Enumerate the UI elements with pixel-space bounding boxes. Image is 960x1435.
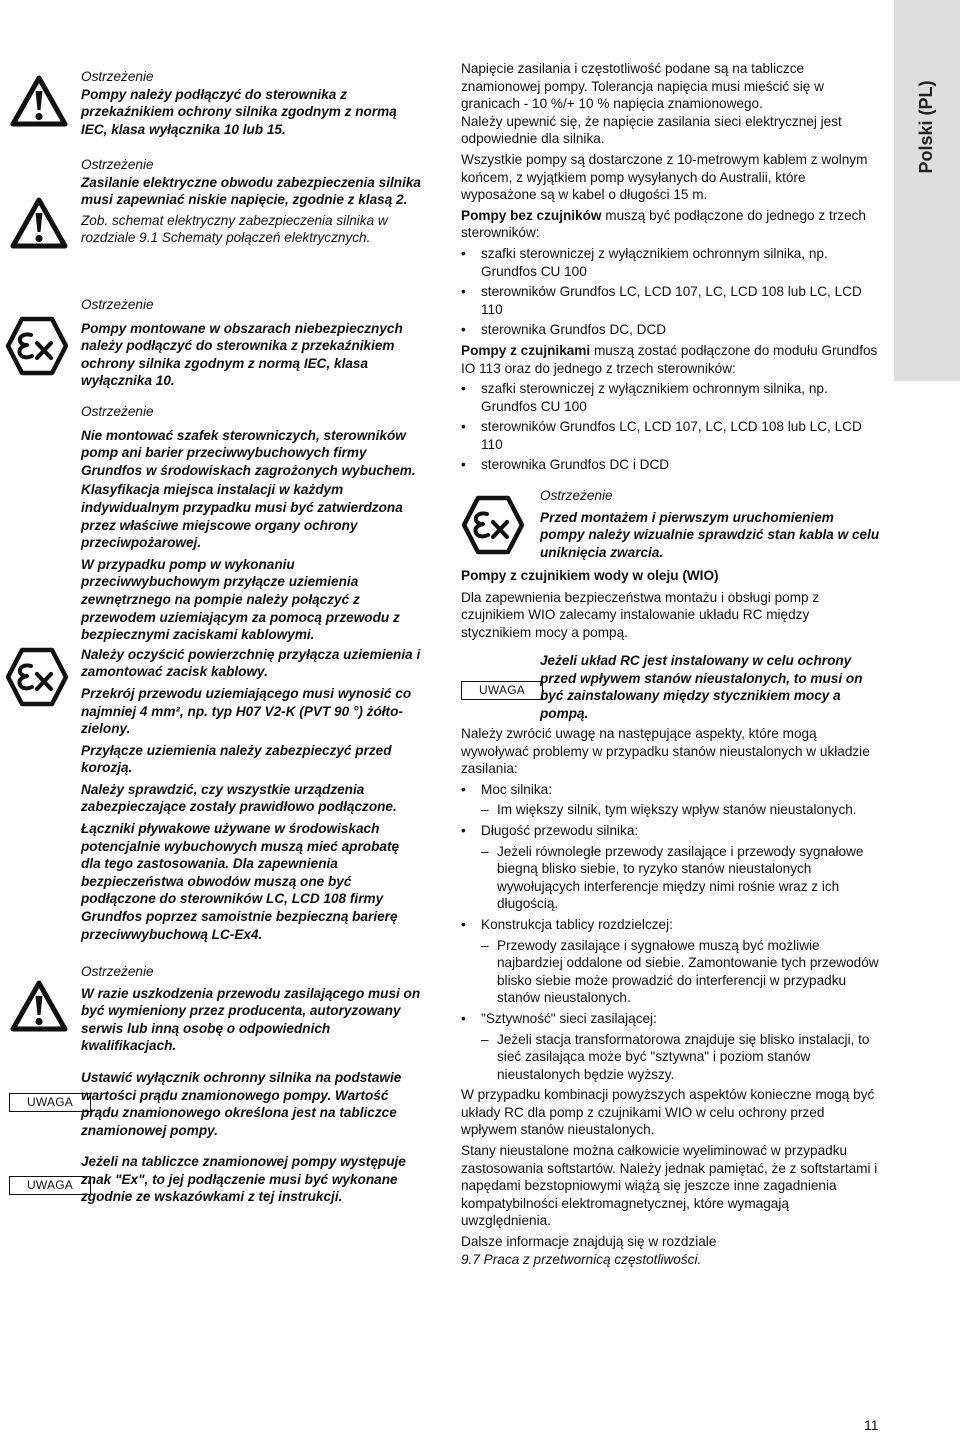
list-item: • sterowników Grundfos LC, LCD 107, LC, LCD 108 lub LC, LCD 110 xyxy=(461,418,881,453)
ex-paragraph: Łączniki pływakowe używane w środowiskach potencjalnie wybuchowych muszą mieć aprobatę dla tego zastosowania. Dla zapewnienia bezpieczeństwa obwodów muszą one być podłączone do sterowników LC, LCD 108 firmy Grundfos poprzez samoistnie bezpieczną barierę przeciwwybuchową LC-Ex4. xyxy=(81,821,400,942)
language-tab xyxy=(894,0,960,381)
warning-triangle-icon xyxy=(10,197,68,249)
paragraph: Należy zwrócić uwagę na następujące aspekty, które mogą wywoływać problemy w przypadku stanów nieustalonych w układzie zasilania: xyxy=(461,726,870,777)
warning-block xyxy=(81,156,421,247)
ex-explosion-protection-icon xyxy=(461,495,525,555)
paragraph-text: muszą zostać podłączone do modułu Grundfos IO 113 oraz do jednego z trzech sterowników: xyxy=(461,342,878,376)
controller-list xyxy=(461,245,881,339)
bold-term: Pompy z czujnikami xyxy=(461,342,591,358)
ex-paragraph: W przypadku pomp w wykonaniu przeciwwybuchowym przyłącze uziemienia zewnętrznego na pompie należy połączyć z przewodem uziemiającym za pomocą przewodu z bezpiecznymi zaciskami kablowymi. xyxy=(81,556,400,643)
paragraph: Stany nieustalone można całkowicie wyeliminować w przypadku zastosowania softstartów. Należy jednak pamiętać, że z softstartami i napędami bezstopniowymi wiążą się jeszcze inne zagadnienia kompatybilności elektromagnetycznej, które wymagają uwzględnienia. xyxy=(461,1143,878,1229)
ex-paragraph: Należy sprawdzić, czy wszystkie urządzenia zabezpieczające zostały prawidłowo podłączone. xyxy=(81,781,397,815)
ex-explosion-protection-icon xyxy=(5,316,69,376)
warning-text: Przed montażem i pierwszym uruchomieniem pompy należy wizualnie sprawdzić stan kabla w celu uniknięcia zwarcia. xyxy=(540,509,880,560)
warning-heading: Ostrzeżenie xyxy=(81,69,154,84)
warning-heading: Ostrzeżenie xyxy=(540,488,613,503)
aspect-title: Długość przewodu silnika: xyxy=(481,822,639,838)
ex-paragraph: Klasyfikacja miejsca instalacji w każdym indywidualnym przypadku musi być zatwierdzona przez właściwe miejscowe organy ochrony przeciwpożarowej. xyxy=(81,482,403,551)
list-item: • sterownika Grundfos DC i DCD xyxy=(461,456,881,474)
dash-text: Im większy silnik, tym większy wpływ stanów nieustalonych. xyxy=(497,802,857,818)
paragraph xyxy=(461,207,881,242)
right-column-top xyxy=(461,60,881,474)
warning-heading: Ostrzeżenie xyxy=(81,964,154,979)
ex-paragraph: Przyłącze uziemienia należy zabezpieczyć przed korozją. xyxy=(81,742,392,776)
list-item xyxy=(461,822,881,913)
dash-text: Jeżeli równoległe przewody zasilające i przewody sygnałowe biegną blisko siebie, to ryzyko stanów nieustalonych wywołujących interferencje między nimi rośnie wraz z ich długością. xyxy=(497,843,864,912)
warning-text: W razie uszkodzenia przewodu zasilającego musi on być wymieniony przez producenta, autoryzowany serwis lub inną osobę o odpowiednich kwalifikacjach. xyxy=(81,985,421,1054)
warning-block xyxy=(540,487,880,561)
page-number: 11 xyxy=(864,1417,879,1433)
warning-text: Zasilanie elektryczne obwodu zabezpieczenia silnika musi zapewniać niskie napięcie, zgodnie z klasą 2. xyxy=(81,174,421,208)
list-item: • szafki sterowniczej z wyłącznikiem ochronnym silnika, np. Grundfos CU 100 xyxy=(461,245,881,280)
transient-aspects xyxy=(461,725,881,1268)
bold-term: Pompy bez czujników xyxy=(461,207,602,223)
wio-section xyxy=(461,567,881,641)
uwaga-notice-badge: UWAGA xyxy=(461,681,543,700)
paragraph: Wszystkie pompy są dostarczone z 10-metrowym kablem z wolnym końcem, z wyjątkiem pomp wysyłanych do Australii, które wyposażone są w kabel o długości 15 m. xyxy=(461,151,868,203)
list-item: • sterownika Grundfos DC, DCD xyxy=(461,321,881,339)
dash-item: – Im większy silnik, tym większy wpływ stanów nieustalonych. xyxy=(481,802,857,818)
notice-block xyxy=(81,1069,421,1139)
warning-block xyxy=(81,403,421,943)
aspect-title: "Sztywność" sieci zasilającej: xyxy=(481,1010,657,1026)
ex-paragraph: Należy oczyścić powierzchnię przyłącza uziemienia i zamontować zacisk kablowy. xyxy=(81,646,421,680)
ex-explosion-protection-icon xyxy=(5,647,69,707)
warning-block xyxy=(81,68,421,138)
warning-heading: Ostrzeżenie xyxy=(81,297,154,312)
list-item xyxy=(461,1010,881,1083)
paragraph: Dalsze informacje znajdują się w rozdziale xyxy=(461,1234,717,1250)
notice-text: Jeżeli na tabliczce znamionowej pompy występuje znak "Ex", to jej podłączenie musi być wykonane zgodnie ze wskazówkami z tej instrukcji. xyxy=(81,1154,406,1205)
section-reference: 9.7 Praca z przetwornicą częstotliwości. xyxy=(461,1251,702,1267)
list-item: • sterowników Grundfos LC, LCD 107, LC, LCD 108 lub LC, LCD 110 xyxy=(461,283,881,318)
controller-list xyxy=(461,380,881,474)
warning-text: Nie montować szafek sterowniczych, sterowników pomp ani barier przeciwwybuchowych firmy Grundfos w środowiskach zagrożonych wybuchem. xyxy=(81,427,416,478)
notice-text: Jeżeli układ RC jest instalowany w celu ochrony przed wpływem stanów nieustalonych, to musi on być zainstalowany między stycznikiem mocy a pompą. xyxy=(540,653,863,721)
dash-item: – Jeżeli równoległe przewody zasilające i przewody sygnałowe biegną blisko siebie, to ryzyko stanów nieustalonych wywołujących interferencje między nimi rośnie wraz z ich długością. xyxy=(481,843,864,912)
aspect-title: Konstrukcja tablicy rozdzielczej: xyxy=(481,916,673,932)
paragraph xyxy=(461,342,881,377)
paragraph: Należy upewnić się, że napięcie zasilania sieci elektrycznej jest odpowiednie dla silnika. xyxy=(461,113,842,147)
list-item xyxy=(461,916,881,1007)
warning-triangle-icon xyxy=(10,75,68,127)
dash-text: Jeżeli stacja transformatorowa znajduje się blisko instalacji, to sieć zasilająca może być "sztywna" i poziom stanów nieustalonych będzie wyższy. xyxy=(497,1031,870,1082)
warning-reference: Zob. schemat elektryczny zabezpieczenia silnika w rozdziale 9.1 Schematy połączeń elektrycznych. xyxy=(81,212,388,246)
warning-text: Pompy należy podłączyć do sterownika z przekaźnikiem ochrony silnika zgodnym z normą IEC, klasa wyłącznika 10 lub 15. xyxy=(81,86,397,137)
uwaga-notice-badge: UWAGA xyxy=(9,1176,91,1195)
paragraph: Dla zapewnienia bezpieczeństwa montażu i obsługi pomp z czujnikiem WIO zalecamy instalowanie układu RC między stycznikiem mocy a pompą. xyxy=(461,589,820,640)
warning-text: Pompy montowane w obszarach niebezpiecznych należy podłączyć do sterownika z przekaźnikiem ochrony silnika zgodnym z normą IEC, klasa wyłącznika 10. xyxy=(81,320,403,389)
notice-text: Ustawić wyłącznik ochronny silnika na podstawie wartości prądu znamionowego pompy. Wartość prądu znamionowego określona jest na tabliczce znamionowej pompy. xyxy=(81,1070,402,1138)
warning-heading: Ostrzeżenie xyxy=(81,157,154,172)
list-item: • szafki sterowniczej z wyłącznikiem ochronnym silnika, np. Grundfos CU 100 xyxy=(461,380,881,415)
section-heading: Pompy z czujnikiem wody w oleju (WIO) xyxy=(461,568,719,583)
paragraph: Napięcie zasilania i częstotliwość podane są na tabliczce znamionowej pompy. Tolerancja napięcia musi mieścić się w granicach - 10 %/+ 10 % napięcia znamionowego. xyxy=(461,61,824,112)
notice-block xyxy=(81,1153,421,1206)
aspect-title: Moc silnika: xyxy=(481,781,553,797)
warning-triangle-icon xyxy=(10,980,68,1032)
warning-heading: Ostrzeżenie xyxy=(81,404,154,419)
aspect-list xyxy=(461,781,881,1084)
language-tab-label: Polski (PL) xyxy=(916,80,937,174)
uwaga-notice-badge: UWAGA xyxy=(9,1093,91,1112)
paragraph: W przypadku kombinacji powyższych aspektów konieczne mogą być układy RC dla pomp z czujnikami WIO w celu ochrony przed wpływem stanów nieustalonych. xyxy=(461,1087,875,1138)
warning-block xyxy=(81,296,421,390)
notice-block xyxy=(540,652,880,722)
list-item xyxy=(461,781,881,819)
dash-item: – Jeżeli stacja transformatorowa znajduje się blisko instalacji, to sieć zasilająca może być "sztywna" i poziom stanów nieustalonych będzie wyższy. xyxy=(481,1031,870,1082)
paragraph-text: muszą być podłączone do jednego z trzech sterowników: xyxy=(461,207,866,241)
dash-text: Przewody zasilające i sygnałowe muszą być możliwie najbardziej oddalone od siebie. Zamontowanie tych przewodów blisko siebie może prowadzić do interferencji w przypadku stanów nieustalonych. xyxy=(497,937,879,1006)
warning-block xyxy=(81,963,421,1055)
dash-item: – Przewody zasilające i sygnałowe muszą być możliwie najbardziej oddalone od siebie. Zamontowanie tych przewodów blisko siebie może prowadzić do interferencji w przypadku stanów nieustalonych. xyxy=(481,937,879,1006)
ex-paragraph: Przekrój przewodu uziemiającego musi wynosić co najmniej 4 mm², np. typ H07 V2-K (PVT 90 °) żółto-zielony. xyxy=(81,685,412,737)
